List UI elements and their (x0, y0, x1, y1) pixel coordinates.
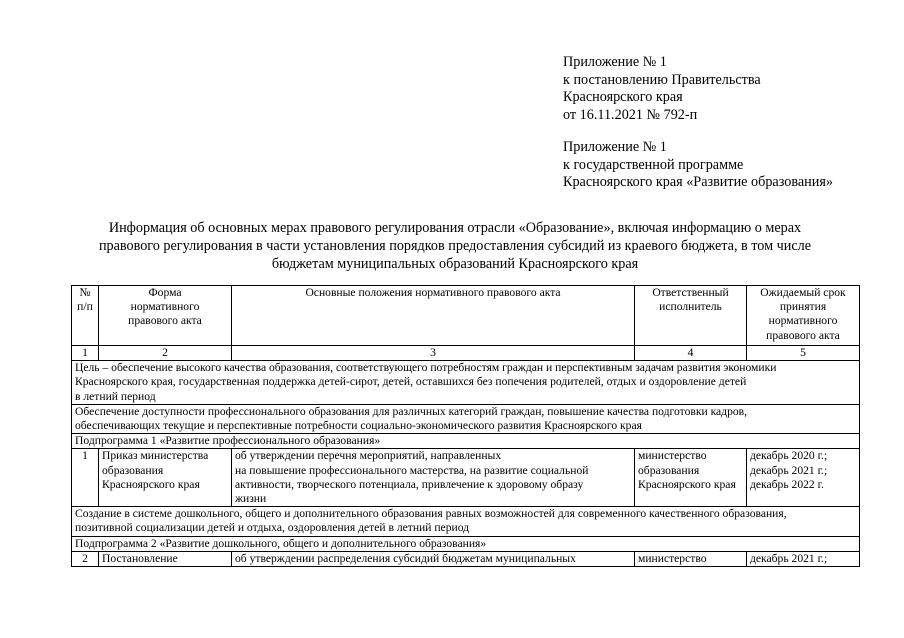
task1-text: Обеспечение доступности профессионального образования для различных категорий граждан, повышение качества подготовки кадров, обеспечивающих текущие и перспективные потребности социально-экономического развития Красноярского края (72, 404, 860, 433)
title-line: правового регулирования в части установления порядков предоставления субсидий из краевого бюджета, в том числе (98, 237, 812, 254)
appendix-line: Приложение № 1 (563, 54, 667, 70)
subprogram1-title: Подпрограмма 1 «Развитие профессионального образования» (72, 434, 860, 449)
col-number: 3 (232, 346, 635, 361)
subprogram2-title: Подпрограмма 2 «Развитие дошкольного, общего и дополнительного образования» (72, 536, 860, 551)
table-row (72, 449, 860, 507)
col-number: 1 (72, 346, 99, 361)
title-line: Информация об основных мерах правового регулирования отрасли «Образование», включая информацию о мерах (108, 220, 802, 236)
col-number: 2 (99, 346, 232, 361)
row-num: 1 (72, 449, 99, 507)
document-title (60, 220, 850, 273)
header-deadline: Ожидаемый срок принятия нормативного правового акта (747, 286, 860, 346)
row-provisions: об утверждении распределения субсидий бюджетам муниципальных (232, 551, 635, 566)
column-number-row (72, 346, 860, 361)
col-number: 4 (635, 346, 747, 361)
appendix-line: к постановлению Правительства (563, 71, 761, 88)
appendix-gov-decree (563, 54, 761, 124)
task-row (72, 507, 860, 536)
header-executor: Ответственный исполнитель (635, 286, 747, 346)
task2-text: Создание в системе дошкольного, общего и дополнительного образования равных возможностей для современного качественного образования, позитивной социализации детей и отдыха, оздоровления детей в летний период (72, 507, 860, 536)
goal-text: Цель – обеспечение высокого качества образования, соответствующего потребностям граждан и перспективным задачам развития экономики Красноярского края, государственная поддержка детей-сирот, детей, оставшихся без попечения родителей, отдых и оздоровление детей в летний период (72, 361, 860, 405)
subprogram-row (72, 536, 860, 551)
row-executor: министерство (635, 551, 747, 566)
title-line: бюджетам муниципальных образований Красноярского края (271, 255, 639, 272)
col-number: 5 (747, 346, 860, 361)
appendix-line: от 16.11.2021 № 792-п (563, 106, 698, 123)
row-form: Приказ министерства образования Красноярского края (99, 449, 232, 507)
row-deadline: декабрь 2020 г.; декабрь 2021 г.; декабрь 2022 г. (747, 449, 860, 507)
header-provisions: Основные положения нормативного правового акта (232, 286, 635, 346)
table-header-row (72, 286, 860, 346)
measures-table (71, 285, 860, 567)
header-num: № п/п (72, 286, 99, 346)
appendix-line: Приложение № 1 (563, 139, 667, 155)
goal-row (72, 361, 860, 405)
appendix-line: Красноярского края «Развитие образования» (563, 174, 833, 191)
row-executor: министерство образования Красноярского края (635, 449, 747, 507)
row-form: Постановление (99, 551, 232, 566)
row-provisions: об утверждении перечня мероприятий, направленных на повышение профессионального мастерства, на развитие социальной активности, творческого потенциала, привлечение к здоровому образу жизни (232, 449, 635, 507)
header-form: Форма нормативного правового акта (99, 286, 232, 346)
task-row (72, 404, 860, 433)
row-num: 2 (72, 551, 99, 566)
appendix-state-program (563, 139, 833, 192)
subprogram-row (72, 434, 860, 449)
row-deadline: декабрь 2021 г.; (747, 551, 860, 566)
appendix-line: Красноярского края (563, 89, 683, 106)
appendix-line: к государственной программе (563, 156, 744, 173)
table-row (72, 551, 860, 566)
